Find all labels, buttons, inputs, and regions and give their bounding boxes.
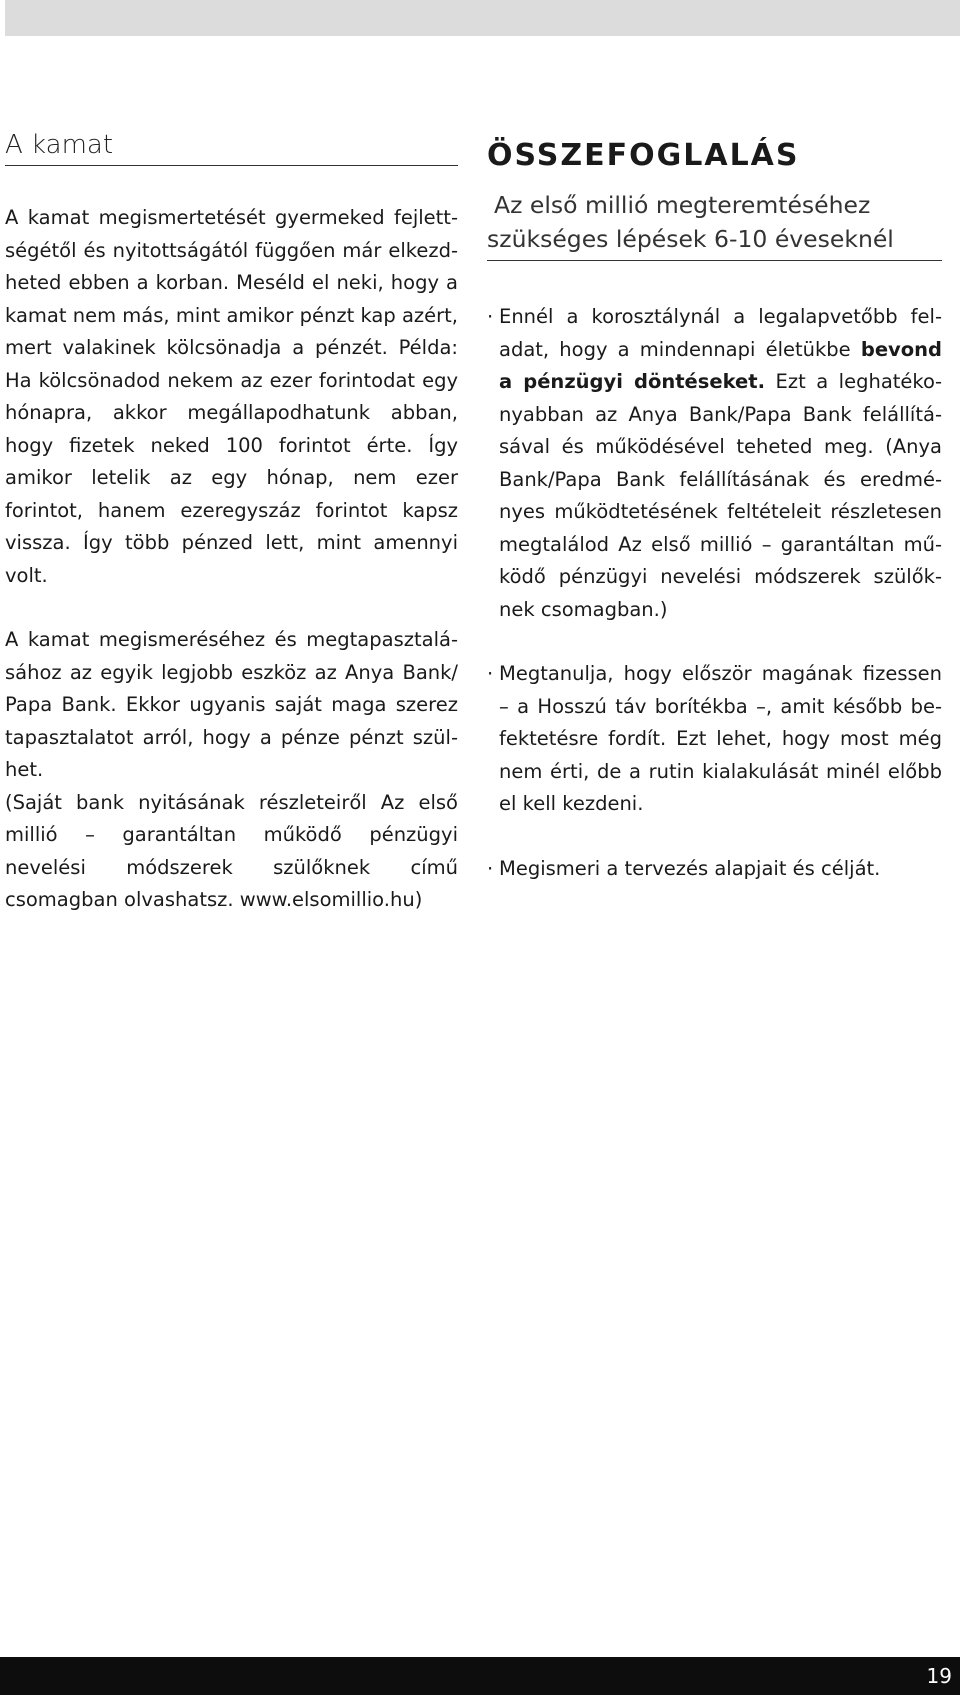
footer-band — [0, 1657, 960, 1695]
summary-subtitle — [487, 188, 942, 261]
bullet-dot-icon: · — [487, 856, 494, 880]
subtitle-line-1: Az első millió megteremtéséhez — [494, 191, 871, 219]
bullet-dot-icon: · — [487, 662, 494, 685]
page-number: 19 — [926, 1664, 952, 1688]
bullet-item-1 — [487, 301, 942, 626]
section-heading-kamat: A kamat — [5, 128, 458, 166]
top-header-band — [5, 0, 960, 36]
paragraph-anya-bank: A kamat megismeréséhez és megtapasztalásához az egyik legjobb eszköz az Anya Bank/ Papa Bank. Ekkor ugyanis saját maga szerez tapasztalatot arról, hogy a pénze pénzt szülhet. — [5, 628, 458, 781]
bullet-emphasis: bevond a pénzügyi döntéseket. — [499, 337, 942, 393]
bullet-item-2 — [487, 658, 942, 821]
paragraph-bank-details: (Saját bank nyitásának részleteiről Az első millió – garantáltan működő pénzügyi nevelési módszerek szülőknek című csomagban olvashatsz. www.elsomillio.hu) — [5, 790, 458, 911]
paragraph-kamat-intro: A kamat megismertetését gyermeked fejlettségétől és nyitottságától függően már elkezdheted ebben a korban. Meséld el neki, hogy a kamat nem más, mint amikor pénzt kap azért, mert valakinek kölcsönadja a pénzét. Példa: Ha kölcsönadod nekem az ezer forintodat egy hónapra, akkor megállapodhatunk abban, hogy fizetek neked 100 forintot érte. Így amikor letelik az egy hónap, nem ezer forintot, hanem ezeregyszáz forintot kapsz vissza. Így több pénzed lett, mint amennyi volt. — [5, 206, 458, 587]
left-column — [5, 128, 458, 917]
summary-title: ÖSSZEFOGLALÁS — [487, 138, 800, 173]
bullet-text-2: Megtanulja, hogy először magának fizessen – a Hosszú táv borítékba –, amit később befektetésre fordít. Ezt lehet, hogy most még nem érti, de a rutin kialakulását minél előbb el kell kezdeni. — [499, 662, 942, 815]
bullet-dot-icon: · — [487, 305, 494, 328]
bullet-item-3 — [487, 853, 942, 886]
subtitle-line-2: szükséges lépések 6-10 éveseknél — [487, 225, 894, 253]
bullet-text-1: Ennél a korosztálynál a legalapvetőbb feladat, hogy a mindennapi életükbe bevond a pénzügyi döntéseket. Ezt a leghatékonyabban az Anya Bank/Papa Bank felállításával és működésével teheted meg. (Anya Bank/Papa Bank felállításának és eredményes működtetésének feltételeit részletesen megtalálod Az első millió – garantáltan működő pénzügyi nevelési módszerek szülőknek csomagban.) — [499, 305, 942, 621]
summary-bullet-list — [487, 301, 942, 885]
bullet-text-3: Megismeri a tervezés alapjait és célját. — [499, 856, 881, 880]
right-column — [487, 138, 942, 917]
